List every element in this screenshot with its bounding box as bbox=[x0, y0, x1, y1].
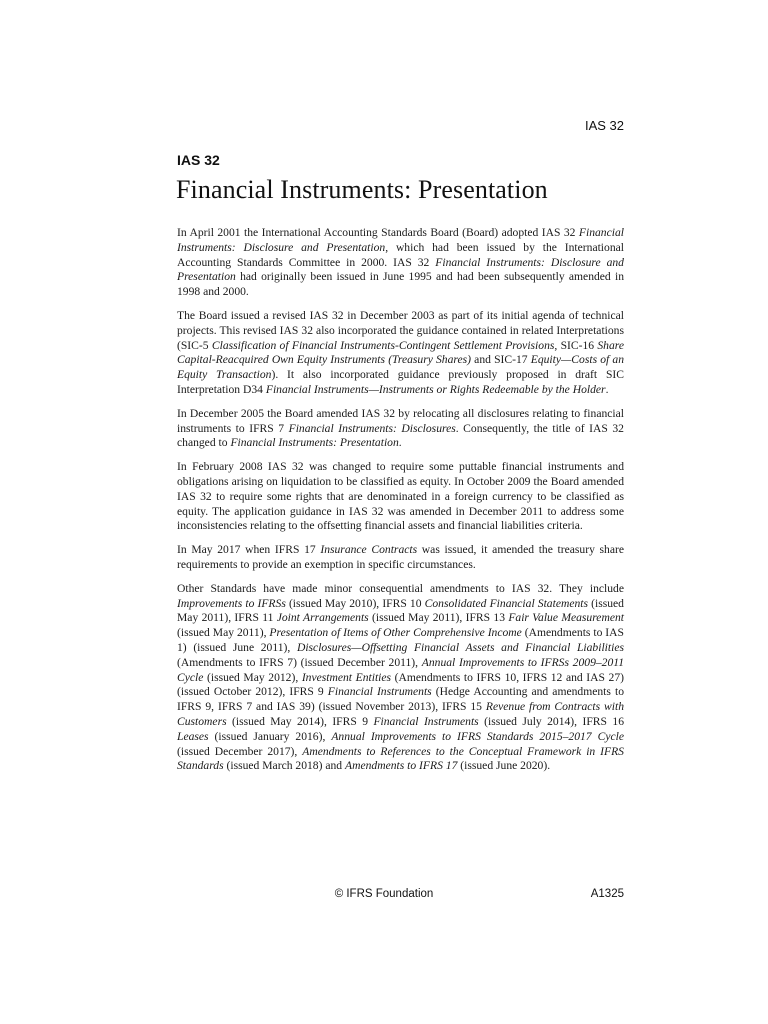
text-segment: . bbox=[398, 436, 402, 450]
text-segment: was issued, it amended the treasury share requirements to provide an exemption in specific circumstances. bbox=[177, 543, 625, 571]
text-segment: , SIC-16 bbox=[554, 338, 598, 352]
text-segment: In April 2001 the International Accounting Standards Board (Board) adopted IAS 32 bbox=[177, 226, 579, 239]
text-segment: (Hedge Accounting and amendments to IFRS 9, IFRS 7 and IAS 39) (issued November 2013), IFRS 15 bbox=[177, 685, 624, 714]
text-segment: In February 2008 IAS 32 was changed to require some puttable financial instruments and obligations arising on liquidation to be classified as equity. In October 2009 the Board amended IAS 32 to require some rights that are denominated in a foreign currency to be classified as equity. The application guidance in IAS 32 was amended in December 2011 to address some inconsistencies relating to the offsetting financial assets and financial liabilities criteria. bbox=[177, 460, 624, 533]
text-segment: and SIC-17 bbox=[471, 353, 531, 367]
body-paragraph bbox=[177, 226, 624, 300]
text-segment: , which had been issued by the International Accounting Standards Committee in 2000. IAS 32 bbox=[177, 240, 624, 269]
italic-title-segment: Fair Value Measurement bbox=[508, 611, 624, 625]
text-segment: (issued May 2011), IFRS 11 bbox=[177, 596, 624, 625]
text-segment: (issued May 2011), IFRS 13 bbox=[368, 611, 509, 625]
italic-title-segment: Financial Instruments: Presentation bbox=[230, 436, 399, 450]
page-title: Financial Instruments: Presentation bbox=[176, 175, 548, 204]
text-segment: ). It also incorporated guidance previously proposed in draft SIC Interpretation D34 bbox=[177, 368, 624, 396]
italic-title-segment: Amendments to References to the Conceptual Framework in IFRS Standards bbox=[177, 744, 624, 773]
italic-title-segment: Presentation of Items of Other Comprehensive Income bbox=[269, 626, 522, 640]
italic-title-segment: Insurance Contracts bbox=[320, 543, 418, 557]
italic-title-segment: Share Capital-Reacquired Own Equity Instruments (Treasury Shares) bbox=[177, 338, 624, 367]
italic-title-segment: Annual Improvements to IFRS Standards 2015–2017 Cycle bbox=[331, 729, 624, 743]
italic-title-segment: Annual Improvements to IFRSs 2009–2011 Cycle bbox=[177, 655, 624, 684]
italic-title-segment: Classification of Financial Instruments-Contingent Settlement Provisions bbox=[211, 338, 555, 352]
text-segment: (Amendments to IFRS 10, IFRS 12 and IAS 27) (issued October 2012), IFRS 9 bbox=[177, 670, 624, 699]
body-paragraph bbox=[177, 309, 624, 398]
footer-copyright: © IFRS Foundation bbox=[334, 888, 434, 900]
text-segment: The Board issued a revised IAS 32 in December 2003 as part of its initial agenda of technical projects. This revised IAS 32 also incorporated the guidance contained in related Interpretations (SIC-5 bbox=[177, 308, 624, 352]
standard-label: IAS 32 bbox=[177, 152, 220, 168]
italic-title-segment: Financial Instruments: Disclosures bbox=[288, 421, 456, 435]
italic-title-segment: Revenue from Contracts with Customers bbox=[177, 700, 624, 728]
text-segment: . Consequently, the title of IAS 32 changed to bbox=[177, 421, 624, 450]
text-segment: In May 2017 when IFRS 17 bbox=[177, 543, 321, 557]
body-paragraph bbox=[177, 407, 624, 451]
text-segment: In December 2005 the Board amended IAS 32 by relocating all disclosures relating to financial instruments to IFRS 7 bbox=[177, 406, 624, 435]
text-segment: had originally been issued in June 1995 and had been subsequently amended in 1998 and 2000. bbox=[177, 270, 624, 299]
italic-title-segment: Leases bbox=[177, 729, 209, 743]
text-segment: (issued July 2014), IFRS 16 bbox=[478, 714, 624, 728]
text-segment: (issued June 2020). bbox=[457, 759, 551, 773]
text-segment: . bbox=[605, 382, 609, 396]
text-segment: Other Standards have made minor consequential amendments to IAS 32. They include bbox=[177, 581, 624, 595]
italic-title-segment: Amendments to IFRS 17 bbox=[345, 759, 458, 773]
italic-title-segment: Financial Instruments: Disclosure and Presentation bbox=[177, 255, 624, 284]
page-number: A1325 bbox=[590, 888, 624, 900]
italic-title-segment: Financial Instruments bbox=[373, 714, 479, 728]
italic-title-segment: Disclosures—Offsetting Financial Assets and Financial Liabilities bbox=[296, 640, 624, 654]
body-paragraph bbox=[177, 582, 624, 774]
italic-title-segment: Financial Instruments—Instruments or Rights Redeemable by the Holder bbox=[265, 382, 606, 396]
italic-title-segment: Equity—Costs of an Equity Transaction bbox=[177, 353, 625, 382]
italic-title-segment: Consolidated Financial Statements bbox=[424, 596, 589, 610]
italic-title-segment: Financial Instruments bbox=[327, 685, 432, 699]
text-segment: (issued March 2018) and bbox=[223, 759, 345, 773]
body-text bbox=[177, 226, 624, 783]
text-segment: (Amendments to IAS 1) (issued June 2011), bbox=[177, 626, 624, 654]
text-segment: (issued May 2011), bbox=[177, 626, 270, 640]
italic-title-segment: Investment Entities bbox=[301, 670, 392, 684]
italic-title-segment: Joint Arrangements bbox=[276, 611, 369, 625]
italic-title-segment: Improvements to IFRSs bbox=[177, 596, 286, 610]
text-segment: (issued January 2016), bbox=[208, 729, 332, 743]
running-head: IAS 32 bbox=[584, 118, 624, 133]
text-segment: (Amendments to IFRS 7) (issued December 2011), bbox=[177, 655, 422, 669]
body-paragraph bbox=[177, 543, 624, 573]
text-segment: (issued May 2012), bbox=[203, 670, 302, 684]
text-segment: (issued May 2014), IFRS 9 bbox=[226, 714, 374, 728]
italic-title-segment: Financial Instruments: Disclosure and Presentation bbox=[177, 226, 624, 254]
body-paragraph bbox=[177, 460, 624, 534]
text-segment: (issued May 2010), IFRS 10 bbox=[285, 596, 425, 610]
text-segment: (issued December 2017), bbox=[177, 744, 303, 758]
